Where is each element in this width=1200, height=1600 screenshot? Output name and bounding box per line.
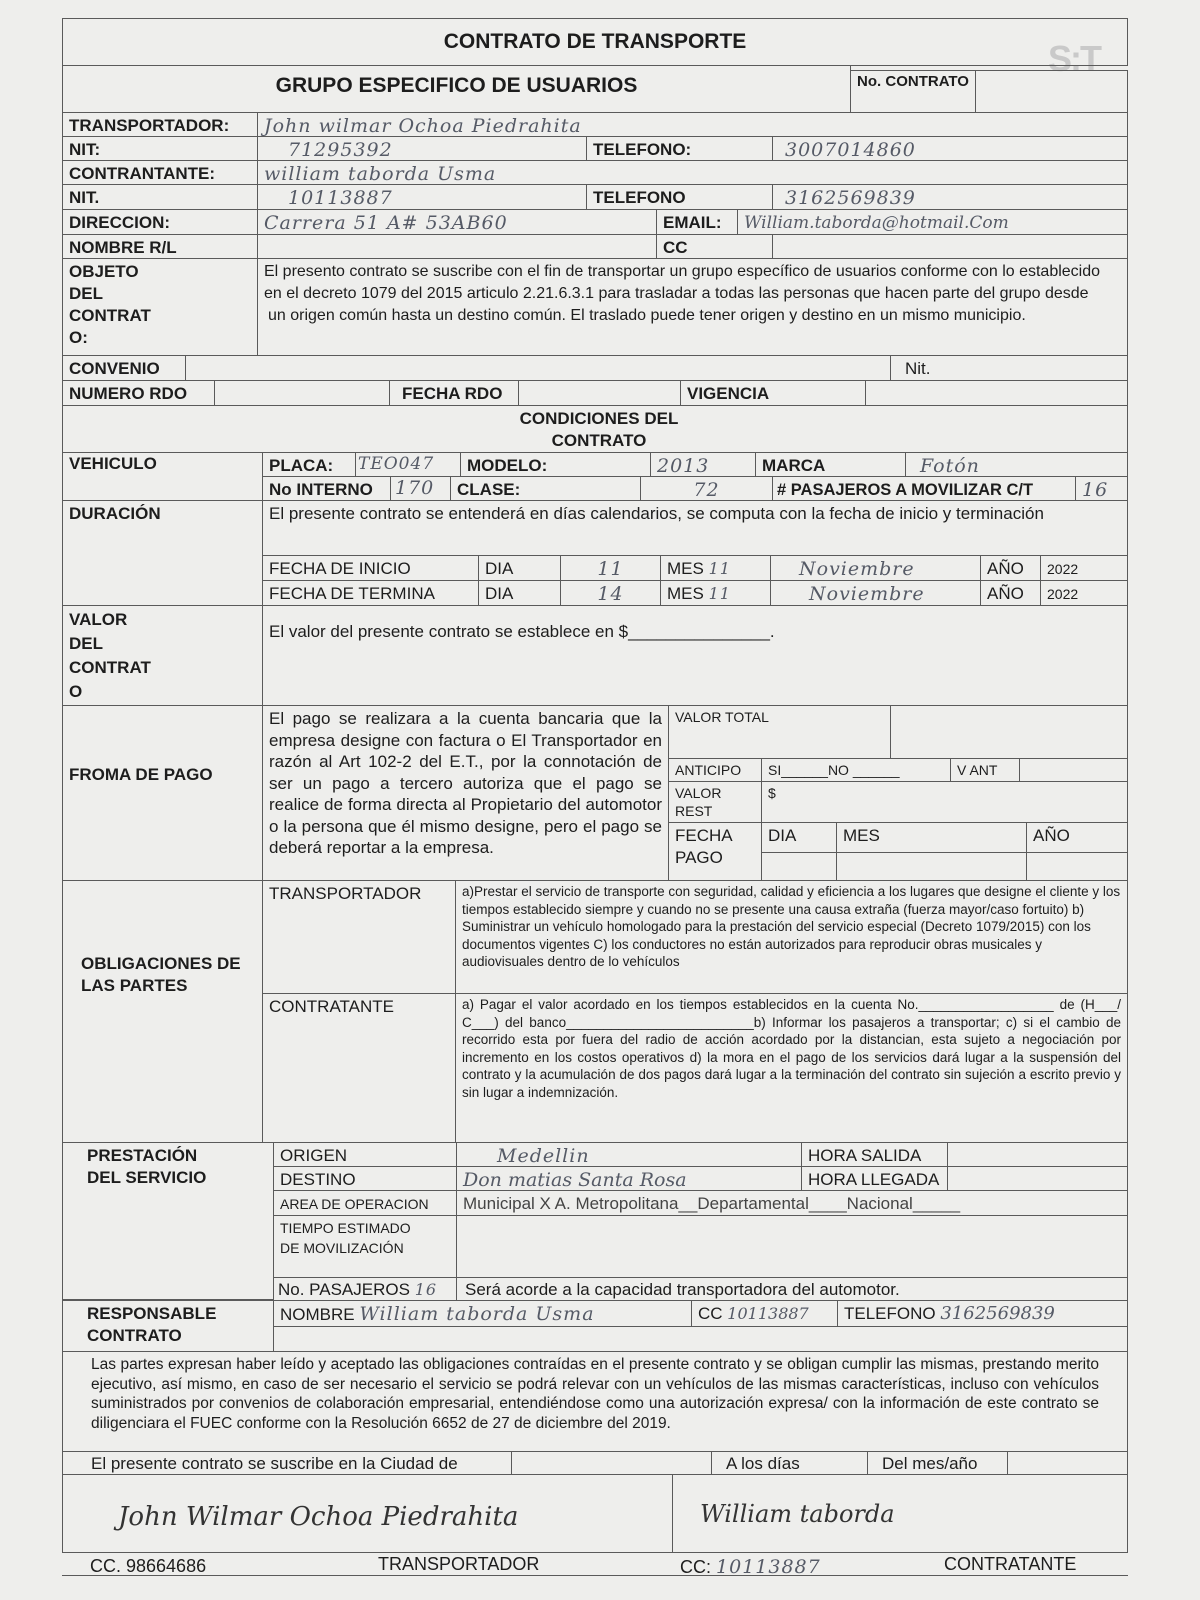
interno-label: No INTERNO	[262, 476, 391, 501]
convenio-label: CONVENIO	[62, 355, 186, 381]
duracion-text: El presente contrato se entenderá en días calendarios, se computa con la fecha de inicio y terminación	[262, 500, 1128, 556]
pasajeros-value[interactable]: 16	[1075, 476, 1128, 501]
numero-rdo-field[interactable]	[214, 380, 390, 406]
responsable-nombre-field[interactable]	[273, 1300, 692, 1327]
oblig-contratante-label: CONTRATANTE	[262, 993, 456, 1143]
area-label: AREA DE OPERACION	[273, 1190, 457, 1216]
hora-llegada-field[interactable]	[947, 1166, 1128, 1191]
termina-anio-label: AÑO	[980, 580, 1041, 606]
tiempo-label-text: TIEMPO ESTIMADO DE MOVILIZACIÓN	[280, 1220, 411, 1256]
termina-mes-nombre[interactable]: Noviembre	[770, 580, 981, 606]
fecha-pago-label: FECHA PAGO	[668, 822, 762, 881]
fecha-rdo-label: FECHA RDO	[389, 380, 519, 406]
marca-label: MARCA	[755, 452, 906, 477]
vigencia-label: VIGENCIA	[680, 380, 866, 406]
inicio-dia-value[interactable]: 11	[560, 555, 661, 581]
contract-no-label: No. CONTRATO	[850, 70, 976, 113]
contratante-label: CONTRANTANTE:	[62, 160, 258, 185]
objeto-text-2: un origen común hasta un destino común. El traslado puede tener origen y destino en un mismo municipio.	[268, 307, 1026, 324]
vigencia-field[interactable]	[865, 380, 1128, 406]
modelo-label: MODELO:	[460, 452, 651, 477]
origen-label: ORIGEN	[273, 1142, 457, 1167]
duracion-label: DURACIÓN	[62, 500, 263, 606]
termina-anio-value[interactable]: 2022	[1040, 580, 1128, 606]
valor-total-field[interactable]	[890, 705, 1128, 759]
valor-rest-field[interactable]: $	[761, 781, 1128, 823]
nit1-label: NIT:	[62, 136, 258, 161]
clase-value[interactable]: 72	[640, 476, 773, 501]
destino-label: DESTINO	[273, 1166, 457, 1191]
pago-anio-field[interactable]	[1026, 852, 1128, 881]
inicio-mes-value: 11	[708, 559, 731, 578]
transportador-sign-label: TRANSPORTADOR	[378, 1554, 540, 1574]
pago-text: El pago se realizara a la cuenta bancaria que la empresa designe con factura o El Transportador en razón al Art 102-2 del E.T., por la connotación de ser un pago a tercero autoriza que el pago se realice de forma directa al Propietario del automotor o la persona que él mismo designe, pero el pago se deberá reportar a la empresa.	[262, 705, 669, 881]
objeto-text-1: El presento contrato se suscribe con el fin de transportar un grupo específico de usuarios conforme con lo establecido en el decreto 1079 del 2015 articulo 2.21.6.3.1 para trasladar a todas las personas que hacen parte del grupo desde	[264, 263, 1101, 302]
hora-salida-label: HORA SALIDA	[801, 1142, 948, 1167]
placa-label: PLACA:	[262, 452, 356, 477]
ciudad-label: El presente contrato se suscribe en la Ciudad de	[62, 1451, 512, 1475]
contratante-cc-label: CC:	[680, 1557, 711, 1577]
contratante-sign-label: CONTRATANTE	[944, 1554, 1077, 1574]
interno-value[interactable]: 170	[390, 476, 451, 501]
email-value[interactable]: William.taborda@hotmail.Com	[737, 209, 1128, 235]
objeto-label	[62, 258, 258, 356]
anticipo-label: ANTICIPO	[668, 758, 762, 782]
transportador-signature: John Wilmar Ochoa Piedrahita	[118, 1502, 519, 1532]
termina-mes-field[interactable]	[660, 580, 771, 606]
fecha-rdo-field[interactable]	[518, 380, 681, 406]
inicio-mes-label: MES	[667, 559, 704, 578]
tel1-label: TELEFONO:	[586, 136, 773, 161]
document-title: CONTRATO DE TRANSPORTE	[62, 18, 1128, 66]
oblig-contratante-text: a) Pagar el valor acordado en los tiempos establecidos en la cuenta No.__________________ de (H___/ C___) del banco_________________________b) Informar los pasajeros a transportar; c) si el cambio de recorrido esta por fuera del radio de acción acordado por la distancian, esta sujeto a negociación por incremento en los costos operativos d) la mora en el pago de los servicios dará lugar a la suspensión del contrato y la acumulación de dos pagos dará lugar a la terminación del contrato sin sujeción a escrito previo y sin lugar a indemnización.	[455, 993, 1128, 1143]
numero-rdo-label: NUMERO RDO	[62, 380, 215, 406]
valor-label	[62, 605, 263, 706]
inicio-dia-label: DIA	[478, 555, 561, 581]
nit1-value[interactable]: 71295392	[257, 136, 587, 161]
email-label: EMAIL:	[656, 209, 738, 235]
nit2-value[interactable]: 10113887	[257, 184, 587, 210]
objeto-label-text: OBJETO DEL CONTRAT O:	[69, 262, 151, 347]
valor-total-label: VALOR TOTAL	[668, 705, 891, 759]
modelo-value[interactable]: 2013	[650, 452, 756, 477]
contratante-value[interactable]: william taborda Usma	[257, 160, 1128, 185]
hora-llegada-label: HORA LLEGADA	[801, 1166, 948, 1191]
tiempo-label	[273, 1215, 457, 1278]
no-pasajeros-field	[273, 1277, 457, 1301]
oblig-transportador-label: TRANSPORTADOR	[262, 880, 456, 994]
dias-label: A los días	[711, 1451, 868, 1475]
condiciones-title	[62, 405, 1128, 453]
responsable-label-text: RESPONSABLE CONTRATO	[87, 1304, 217, 1345]
pago-label: FROMA DE PAGO	[62, 705, 263, 881]
obligaciones-label	[62, 880, 263, 1143]
destino-value[interactable]: Don matias Santa Rosa	[456, 1166, 802, 1191]
objeto-text	[257, 258, 1128, 356]
mes-anio-label: Del mes/año	[867, 1451, 1008, 1475]
pago-dia-field[interactable]	[761, 852, 837, 881]
pago-dia-label: DIA	[761, 822, 837, 853]
termina-dia-value[interactable]: 14	[560, 580, 661, 606]
pago-mes-field[interactable]	[836, 852, 1027, 881]
hora-salida-field[interactable]	[947, 1142, 1128, 1167]
responsable-tel-field[interactable]	[837, 1300, 1128, 1327]
clase-label: CLASE:	[450, 476, 641, 501]
rl-field[interactable]	[257, 234, 657, 259]
transportador-cc: CC. 98664686	[90, 1556, 207, 1576]
cc-label: CC	[656, 234, 773, 259]
prestacion-label-text: PRESTACIÓN DEL SERVICIO	[87, 1146, 207, 1187]
responsable-tel-value: 3162569839	[940, 1303, 1055, 1324]
condiciones-title-text: CONDICIONES DEL CONTRATO	[519, 409, 679, 450]
obligaciones-label-text: OBLIGACIONES DE LAS PARTES	[81, 954, 241, 995]
fecha-termina-label: FECHA DE TERMINA	[262, 580, 479, 606]
pago-mes-label: MES	[836, 822, 1027, 853]
inicio-anio-value[interactable]: 2022	[1040, 555, 1128, 581]
contratante-signature: William taborda	[700, 1500, 895, 1528]
no-pasajeros-value: 16	[414, 1280, 438, 1299]
mes-anio-field[interactable]	[1007, 1451, 1128, 1475]
convenio-field[interactable]	[185, 355, 891, 381]
cc-field[interactable]	[772, 234, 1128, 259]
termina-mes-value: 11	[708, 584, 731, 603]
contratante-cc-value: 10113887	[716, 1556, 821, 1578]
vehiculo-label: VEHICULO	[62, 452, 263, 501]
transportador-value[interactable]: John wilmar Ochoa Piedrahita	[257, 112, 1128, 137]
tel2-value[interactable]: 3162569839	[772, 184, 1128, 210]
termina-dia-label: DIA	[478, 580, 561, 606]
document-subtitle: GRUPO ESPECIFICO DE USUARIOS	[62, 65, 851, 113]
responsable-tel-label: TELEFONO	[844, 1304, 936, 1323]
inicio-mes-field[interactable]	[660, 555, 771, 581]
responsable-extra-row	[273, 1326, 1128, 1352]
v-ant-field[interactable]	[1019, 758, 1128, 782]
ciudad-field[interactable]	[511, 1451, 712, 1475]
valor-text: El valor del presente contrato se establece en $_______________.	[262, 605, 1128, 706]
anticipo-si-no[interactable]: SI______NO ______	[761, 758, 951, 782]
tel2-label: TELEFONO	[586, 184, 773, 210]
transportador-label: TRANSPORTADOR:	[62, 112, 258, 137]
responsable-cc-field[interactable]	[691, 1300, 838, 1327]
direccion-value[interactable]: Carrera 51 A# 53AB60	[257, 209, 657, 235]
nit2-label: NIT.	[62, 184, 258, 210]
tiempo-field[interactable]	[456, 1215, 1128, 1278]
fecha-inicio-label: FECHA DE INICIO	[262, 555, 479, 581]
rl-label: NOMBRE R/L	[62, 234, 258, 259]
prestacion-label	[62, 1142, 274, 1300]
oblig-transportador-text: a)Prestar el servicio de transporte con seguridad, calidad y eficiencia a los lugares que designe el cliente y los tiempos establecido siempre y cuando no se presente una causa extraña (fuerza mayor/caso fortuito) b) Suministrar un vehículo homologado para la prestación del servicio especial (Decreto 1079/2015) con los documentos vigentes C) los conductores no están autorizados para reproducir obras musicales y audiovisuales dentro de lo vehículos	[455, 880, 1128, 994]
termina-mes-label: MES	[667, 584, 704, 603]
pago-anio-label: AÑO	[1026, 822, 1128, 853]
pasajeros-label: # PASAJEROS A MOVILIZAR C/T	[772, 476, 1076, 501]
valor-label-text: VALOR DEL CONTRAT O	[69, 610, 151, 701]
direccion-label: DIRECCION:	[62, 209, 258, 235]
valor-rest-label: VALOR REST	[668, 781, 762, 823]
responsable-cc-label: CC	[698, 1304, 723, 1323]
contract-no-field[interactable]	[975, 70, 1128, 113]
no-pasajeros-label: No. PASAJEROS	[278, 1280, 410, 1299]
responsable-nombre-label: NOMBRE	[280, 1305, 355, 1324]
origen-value[interactable]: Medellin	[456, 1142, 802, 1167]
responsable-nombre-value: William taborda Usma	[359, 1303, 595, 1325]
placa-value[interactable]: TEO047	[355, 452, 461, 477]
clausula-text: Las partes expresan haber leído y aceptado las obligaciones contraídas en el presente contrato y se obligan cumplir las mismas, prestando merito ejecutivo, así mismo, en caso de ser necesario el servicio se podrá relevar con un vehículos de las mismas características, incluso con vehículos suministrados por convenios de colaboración empresarial, entendiéndose como una autorización expresa/ con la información de este contrato se diligenciara el FUEC conforme con la Resolución 6652 de 27 de diciembre del 2019.	[62, 1351, 1128, 1452]
company-logo: S:T	[1048, 38, 1100, 79]
convenio-nit-label: Nit.	[890, 355, 1128, 381]
marca-value[interactable]: Fotón	[905, 452, 1128, 477]
area-options[interactable]: Municipal X A. Metropolitana__Departamental____Nacional_____	[456, 1190, 1128, 1216]
responsable-cc-value: 10113887	[727, 1304, 809, 1323]
v-ant-label: V ANT	[950, 758, 1020, 782]
bottom-border	[62, 1575, 1128, 1576]
tel1-value[interactable]: 3007014860	[772, 136, 1128, 161]
pasajeros-text: Será acorde a la capacidad transportadora del automotor.	[456, 1277, 1128, 1301]
inicio-anio-label: AÑO	[980, 555, 1041, 581]
responsable-label	[62, 1300, 274, 1352]
inicio-mes-nombre[interactable]: Noviembre	[770, 555, 981, 581]
